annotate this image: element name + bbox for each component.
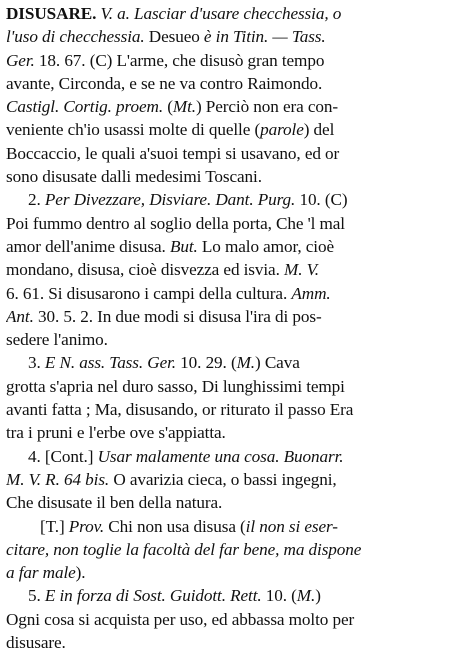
text-run: grotta s'apria nel duro sasso, Di lunghissimi tempi [6,376,345,396]
text-run: Ger. [6,50,35,70]
text-run: ( [163,97,173,117]
text-run: 30. 5. 2. In due modi si disusa l'ira di pos- [33,306,322,326]
text-run: 5. [28,586,45,606]
text-run: Ogni cosa si acquista per uso, ed abbassa molto per [6,609,355,629]
text-run: E N. ass. Tass. Ger. [44,353,176,373]
text-run: O avarizia cieca, o bassi ingegni, [109,469,337,489]
text-run: Lo malo amor, cioè [197,236,334,256]
entry-line [6,282,466,305]
text-run: Per Divezzare, Disviare. Dant. Purg. [44,190,296,210]
text-run: amor dell'anime disusa. [6,236,170,256]
text-run: Ant. [6,306,34,326]
text-run: Mt. [172,97,196,117]
text-run: avante, Circonda, e se ne va contro Raimondo. [6,73,323,93]
entry-line [6,468,466,491]
text-run: mondano, disusa, cioè disvezza ed isvia. [6,260,284,280]
text-run: ). [75,563,86,583]
entry-line [6,375,466,398]
text-run: 3. [28,353,45,373]
text-run: 6. 61. Si disusarono i campi della cultura. [6,283,292,303]
entry-line [6,608,466,631]
text-run: E in forza di Sost. Guidott. Rett. [44,586,262,606]
entry-line [6,142,466,165]
text-run: 4. [Cont.] [28,446,98,466]
text-run: Amm. [291,283,331,303]
text-run: Prov. [68,516,105,536]
text-run: M. V. [283,260,319,280]
text-run: Che disusate il ben della natura. [6,493,223,513]
text-run: sono disusate dalli medesimi Toscani. [6,167,262,187]
sense-2-start [6,188,466,211]
entry-line [6,165,466,188]
entry-line [6,212,466,235]
proverb-line [6,515,466,538]
sense-3-start [6,351,466,374]
entry-line [6,258,466,281]
text-run: è in Titin. — Tass. [203,27,326,47]
text-run: 10. (C) [295,190,348,210]
entry-line [6,491,466,514]
text-run: ) del [303,120,335,140]
text-run: Boccaccio, le quali a'suoi tempi si usavano, ed or [6,143,340,163]
sense-4-start [6,445,466,468]
text-run: DISUSARE. [6,4,97,23]
text-run: l'uso di checchessia. [6,27,145,47]
text-run: ) Perciò non era con- [195,97,338,117]
text-run: il non si eser- [245,516,338,536]
entry-line [6,538,466,561]
text-run: parole [260,120,304,140]
entry-line [6,421,466,444]
text-run: Desueo [144,27,204,47]
text-run: ) Cava [255,353,300,373]
entry-line [6,25,466,48]
sense-5-start [6,584,466,607]
entry-line [6,118,466,141]
text-run: veniente ch'io usassi molte di quelle ( [6,120,261,140]
entry-line [6,631,466,654]
text-run: tra i pruni e l'erbe ove s'appiatta. [6,423,226,443]
text-run: Poi fummo dentro al soglio della porta, Che 'l mal [6,213,345,233]
text-run: 18. 67. (C) L'arme, che disusò gran tempo [34,50,325,70]
text-run: ) [315,586,321,606]
text-run: 10. 29. ( [175,353,237,373]
entry-line [6,2,466,25]
text-run: 2. [28,190,45,210]
text-run: M. V. R. 64 bis. [6,469,110,489]
text-run: Chi non usa disusa ( [104,516,246,536]
entry-line [6,235,466,258]
entry-line [6,398,466,421]
text-run: citare, non toglie la facoltà del far bene, ma dispone [6,539,362,559]
entry-line [6,328,466,351]
entry-line [6,305,466,328]
entry-line [6,95,466,118]
text-run: V. a. Lasciar d'usare checchessia, o [100,4,342,23]
text-run: Usar malamente una cosa. Buonarr. [97,446,344,466]
text-run: [T.] [40,516,69,536]
text-run: M. [296,586,316,606]
entry-line [6,561,466,584]
text-run: Castigl. Cortig. proem. [6,97,164,117]
text-run: M. [236,353,255,373]
text-run: But. [169,236,198,256]
dictionary-entry [6,2,466,654]
text-run: a far male [6,563,76,583]
entry-line [6,49,466,72]
text-run: disusare. [6,633,66,653]
text-run: sedere l'animo. [6,330,108,350]
entry-line [6,72,466,95]
text-run: 10. ( [261,586,297,606]
text-run: avanti fatta ; Ma, disusando, or riturato il passo Era [6,400,354,420]
